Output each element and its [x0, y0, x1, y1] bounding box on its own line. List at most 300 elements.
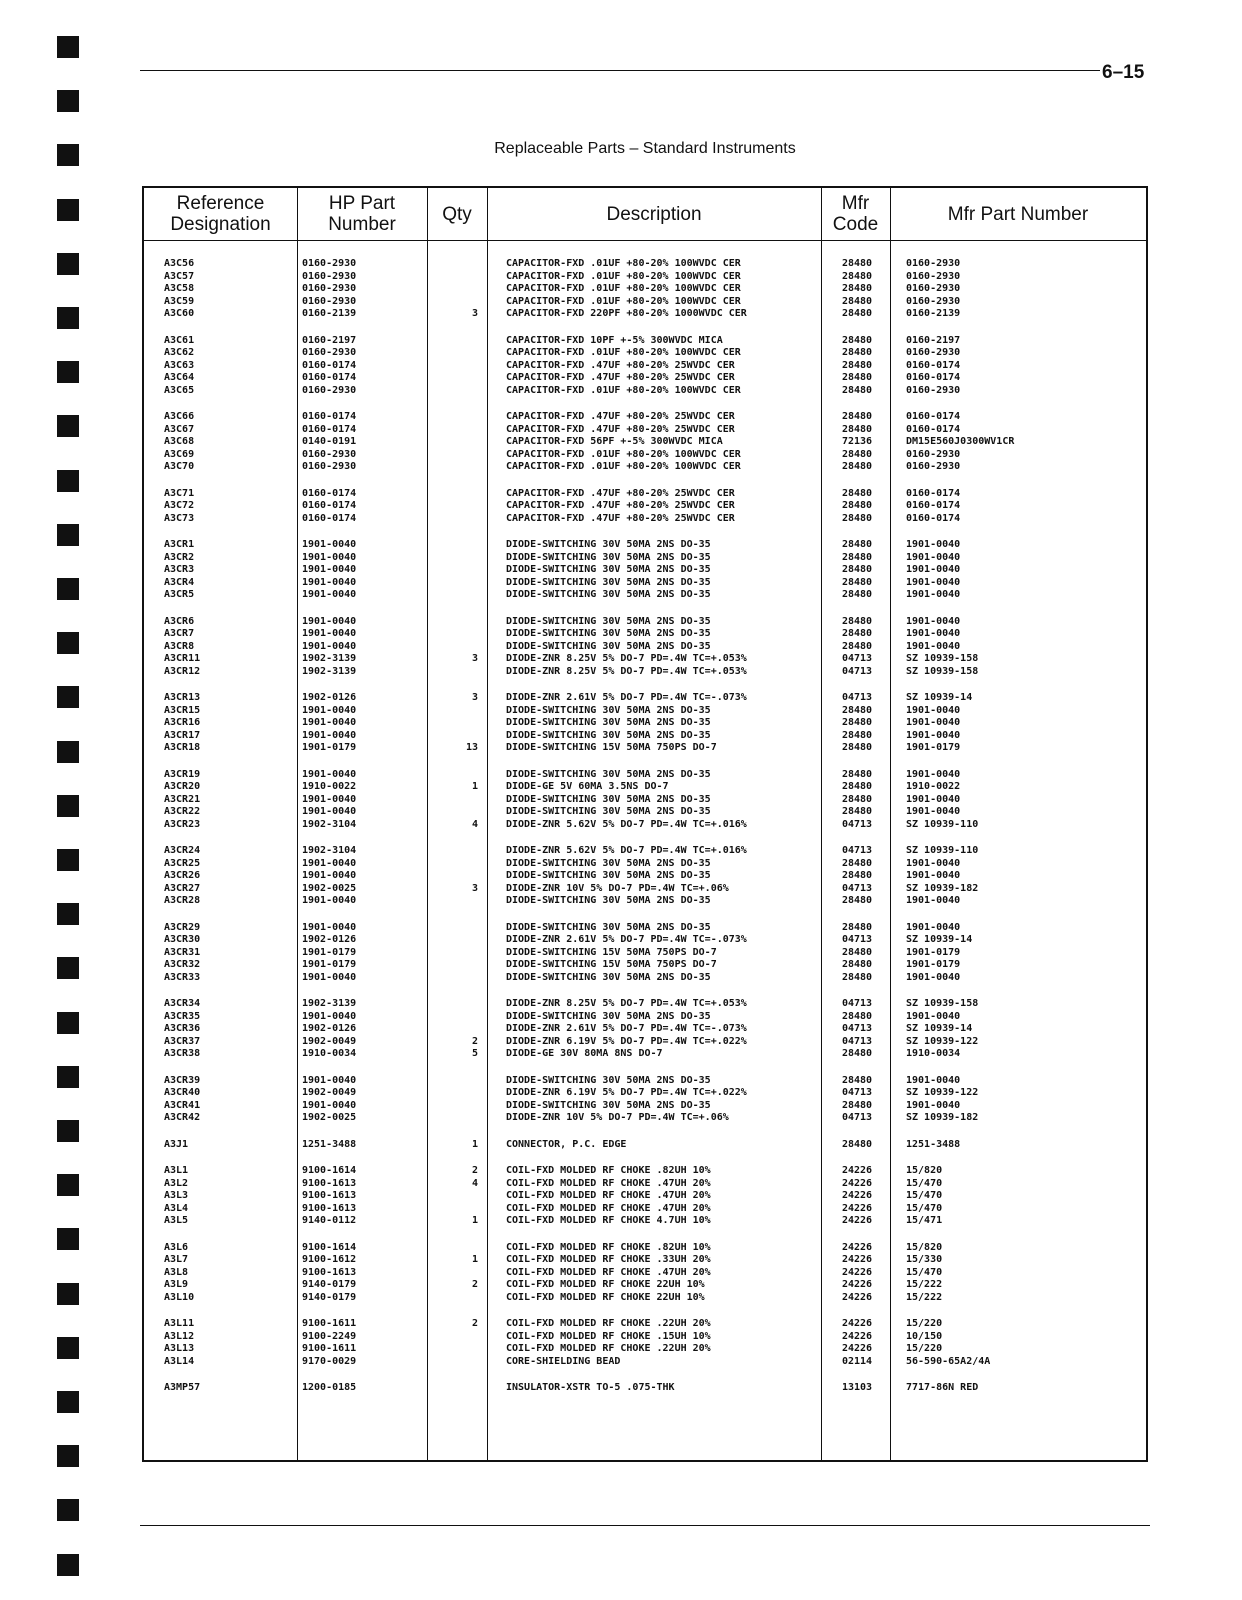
- mfr-part-number-cell: 1901-0040: [906, 628, 961, 639]
- group-spacer: [144, 602, 1146, 616]
- parts-table: [142, 186, 1148, 1462]
- hp-part-number-cell: 0140-0191: [302, 436, 357, 447]
- description-cell: CAPACITOR-FXD .01UF +80-20% 100WVDC CER: [506, 295, 741, 307]
- description-cell: COIL-FXD MOLDED RF CHOKE .82UH 10%: [506, 1165, 711, 1176]
- mfr-part-number-cell: 1901-0040: [906, 793, 961, 805]
- hp-part-number-cell: 1901-0040: [302, 921, 357, 933]
- ref-designation-cell: A3C56: [164, 258, 195, 269]
- ref-designation-cell: A3CR41: [164, 1099, 201, 1111]
- description-cell: DIODE-SWITCHING 30V 50MA 2NS DO-35: [506, 576, 711, 588]
- description-cell: CAPACITOR-FXD 220PF +80-20% 1000WVDC CER: [506, 308, 747, 319]
- table-row: [144, 1165, 1146, 1178]
- ref-designation-cell: A3L13: [164, 1343, 195, 1354]
- ref-designation-cell: A3CR26: [164, 870, 201, 881]
- mfr-part-number-cell: 15/220: [906, 1318, 943, 1329]
- header-divider: [144, 240, 1146, 241]
- ref-designation-cell: A3L8: [164, 1266, 189, 1278]
- header-rule: [140, 70, 1100, 71]
- table-row: [144, 959, 1146, 972]
- hp-part-number-cell: 0160-2930: [302, 295, 357, 307]
- mfr-part-number-cell: 0160-2197: [906, 334, 961, 346]
- hp-part-number-cell: 1901-0179: [302, 959, 357, 970]
- mfr-code-cell: 24226: [841, 1241, 873, 1253]
- description-cell: CAPACITOR-FXD .01UF +80-20% 100WVDC CER: [506, 461, 741, 472]
- mfr-code-cell: 28480: [841, 793, 873, 805]
- description-cell: DIODE-SWITCHING 30V 50MA 2NS DO-35: [506, 806, 711, 817]
- binding-mark: [57, 90, 79, 112]
- hp-part-number-cell: 0160-0174: [302, 359, 357, 371]
- group-spacer: [144, 755, 1146, 769]
- mfr-code-cell: 28480: [841, 628, 873, 639]
- description-cell: COIL-FXD MOLDED RF CHOKE .15UH 10%: [506, 1330, 711, 1342]
- ref-designation-cell: A3CR27: [164, 882, 201, 894]
- mfr-code-cell: 28480: [841, 461, 873, 472]
- mfr-part-number-cell: 0160-0174: [906, 372, 961, 383]
- table-row: [144, 616, 1146, 629]
- mfr-part-number-cell: 0160-2930: [906, 384, 961, 396]
- table-row: [144, 653, 1146, 666]
- mfr-code-cell: 28480: [841, 857, 873, 869]
- hp-part-number-cell: 1902-0126: [302, 934, 357, 945]
- mfr-code-cell: 24226: [841, 1254, 873, 1265]
- mfr-code-cell: 28480: [841, 512, 873, 524]
- mfr-code-cell: 28480: [841, 1048, 873, 1059]
- hp-part-number-cell: 0160-2930: [302, 270, 357, 282]
- ref-designation-cell: A3L5: [164, 1215, 189, 1226]
- table-row: [144, 1203, 1146, 1216]
- hp-part-number-cell: 1901-0040: [302, 640, 357, 652]
- qty-cell: 5: [471, 1048, 478, 1059]
- description-cell: CAPACITOR-FXD 10PF +-5% 300WVDC MICA: [506, 334, 723, 346]
- description-cell: COIL-FXD MOLDED RF CHOKE .22UH 20%: [506, 1318, 711, 1329]
- hp-part-number-cell: 1902-3104: [302, 818, 357, 830]
- mfr-code-cell: 24226: [841, 1291, 873, 1303]
- header-mfr-code: Mfr Code: [832, 193, 879, 235]
- table-row: [144, 1356, 1146, 1369]
- table-row: [144, 335, 1146, 348]
- qty-cell: 3: [471, 308, 478, 319]
- table-row: [144, 717, 1146, 730]
- mfr-code-cell: 28480: [841, 551, 873, 563]
- table-row: [144, 998, 1146, 1011]
- ref-designation-cell: A3L6: [164, 1241, 189, 1253]
- ref-designation-cell: A3CR34: [164, 998, 201, 1009]
- hp-part-number-cell: 1901-0040: [302, 793, 357, 805]
- table-row: [144, 539, 1146, 552]
- mfr-code-cell: 28480: [841, 959, 873, 970]
- table-row: [144, 922, 1146, 935]
- hp-part-number-cell: 1901-0040: [302, 870, 357, 881]
- mfr-part-number-cell: 15/222: [906, 1291, 943, 1303]
- description-cell: DIODE-ZNR 8.25V 5% DO-7 PD=.4W TC=+.053%: [506, 665, 747, 677]
- mfr-part-number-cell: SZ 10939-110: [906, 818, 979, 830]
- mfr-part-number-cell: 1901-0040: [906, 640, 961, 652]
- mfr-code-cell: 24226: [841, 1165, 873, 1176]
- table-row: [144, 794, 1146, 807]
- mfr-part-number-cell: 0160-0174: [906, 487, 961, 499]
- mfr-part-number-cell: 15/470: [906, 1177, 943, 1189]
- table-row: [144, 488, 1146, 501]
- ref-designation-cell: A3CR16: [164, 717, 201, 728]
- ref-designation-cell: A3CR19: [164, 768, 201, 780]
- table-row: [144, 1343, 1146, 1356]
- ref-designation-cell: A3L11: [164, 1318, 195, 1329]
- hp-part-number-cell: 9100-1613: [302, 1190, 357, 1201]
- mfr-code-cell: 04713: [841, 998, 873, 1009]
- hp-part-number-cell: 0160-0174: [302, 512, 357, 524]
- qty-cell: 2: [471, 1318, 478, 1329]
- hp-part-number-cell: 9140-0112: [302, 1215, 357, 1226]
- qty-cell: 1: [471, 781, 478, 792]
- mfr-code-cell: 24226: [841, 1343, 873, 1354]
- hp-part-number-cell: 9100-1612: [302, 1254, 357, 1265]
- qty-cell: 4: [471, 818, 478, 830]
- description-cell: DIODE-SWITCHING 30V 50MA 2NS DO-35: [506, 971, 711, 983]
- mfr-part-number-cell: 1910-0034: [906, 1048, 961, 1059]
- mfr-part-number-cell: SZ 10939-182: [906, 882, 979, 894]
- group-spacer: [144, 1151, 1146, 1165]
- mfr-part-number-cell: 1901-0040: [906, 717, 961, 728]
- header-mfr-part-number: Mfr Part Number: [947, 203, 1089, 225]
- mfr-part-number-cell: SZ 10939-158: [906, 665, 979, 677]
- description-cell: DIODE-SWITCHING 30V 50MA 2NS DO-35: [506, 717, 711, 728]
- binding-mark: [57, 144, 79, 166]
- ref-designation-cell: A3CR40: [164, 1087, 201, 1098]
- mfr-part-number-cell: 0160-0174: [906, 359, 961, 371]
- ref-designation-cell: A3C60: [164, 308, 195, 319]
- description-cell: DIODE-ZNR 5.62V 5% DO-7 PD=.4W TC=+.016%: [506, 845, 747, 856]
- mfr-part-number-cell: 0160-2930: [906, 295, 961, 307]
- ref-designation-cell: A3C63: [164, 359, 195, 371]
- binding-mark: [57, 1499, 79, 1521]
- description-cell: DIODE-SWITCHING 30V 50MA 2NS DO-35: [506, 539, 711, 550]
- page-number: 6–15: [1102, 62, 1145, 83]
- table-row: [144, 1075, 1146, 1088]
- mfr-part-number-cell: 1251-3488: [906, 1138, 961, 1150]
- mfr-part-number-cell: 1901-0040: [906, 1099, 961, 1111]
- hp-part-number-cell: 0160-0174: [302, 487, 357, 499]
- mfr-part-number-cell: 56-590-65A2/4A: [906, 1355, 991, 1367]
- mfr-part-number-cell: SZ 10939-182: [906, 1112, 979, 1123]
- table-row: [144, 972, 1146, 985]
- description-cell: CAPACITOR-FXD .47UF +80-20% 25WVDC CER: [506, 372, 735, 383]
- mfr-code-cell: 24226: [841, 1330, 873, 1342]
- mfr-part-number-cell: 1901-0040: [906, 564, 961, 575]
- ref-designation-cell: A3L3: [164, 1190, 189, 1201]
- table-row: [144, 271, 1146, 284]
- ref-designation-cell: A3L1: [164, 1165, 189, 1176]
- mfr-part-number-cell: 1901-0040: [906, 704, 961, 716]
- ref-designation-cell: A3L7: [164, 1254, 189, 1265]
- hp-part-number-cell: 9100-1614: [302, 1241, 357, 1253]
- description-cell: DIODE-ZNR 6.19V 5% DO-7 PD=.4W TC=+.022%: [506, 1087, 747, 1098]
- ref-designation-cell: A3CR31: [164, 946, 201, 958]
- description-cell: DIODE-SWITCHING 30V 50MA 2NS DO-35: [506, 1099, 711, 1111]
- table-row: [144, 1139, 1146, 1152]
- description-cell: CAPACITOR-FXD .47UF +80-20% 25WVDC CER: [506, 512, 735, 524]
- ref-designation-cell: A3CR32: [164, 959, 201, 970]
- mfr-code-cell: 28480: [841, 615, 873, 627]
- table-row: [144, 500, 1146, 513]
- table-row: [144, 1254, 1146, 1267]
- hp-part-number-cell: 9100-1614: [302, 1165, 357, 1176]
- binding-mark: [57, 307, 79, 329]
- group-spacer: [144, 984, 1146, 998]
- hp-part-number-cell: 1901-0040: [302, 1010, 357, 1022]
- mfr-part-number-cell: DM15E560J0300WV1CR: [906, 436, 1015, 447]
- group-spacer: [144, 397, 1146, 411]
- mfr-code-cell: 28480: [841, 347, 873, 358]
- mfr-code-cell: 28480: [841, 334, 873, 346]
- mfr-code-cell: 24226: [841, 1202, 873, 1214]
- ref-designation-cell: A3CR15: [164, 704, 201, 716]
- ref-designation-cell: A3L2: [164, 1177, 189, 1189]
- mfr-code-cell: 28480: [841, 258, 873, 269]
- binding-mark: [57, 470, 79, 492]
- hp-part-number-cell: 1902-3139: [302, 665, 357, 677]
- mfr-part-number-cell: 1901-0040: [906, 589, 961, 600]
- binding-mark: [57, 578, 79, 600]
- group-spacer: [144, 908, 1146, 922]
- binding-mark: [57, 361, 79, 383]
- description-cell: DIODE-ZNR 8.25V 5% DO-7 PD=.4W TC=+.053%: [506, 998, 747, 1009]
- hp-part-number-cell: 1901-0040: [302, 1074, 357, 1086]
- ref-designation-cell: A3C57: [164, 270, 195, 282]
- mfr-code-cell: 28480: [841, 870, 873, 881]
- qty-cell: 1: [471, 1138, 478, 1150]
- ref-designation-cell: A3L12: [164, 1330, 195, 1342]
- mfr-code-cell: 28480: [841, 589, 873, 600]
- table-row: [144, 372, 1146, 385]
- binding-mark: [57, 1066, 79, 1088]
- description-cell: CAPACITOR-FXD .47UF +80-20% 25WVDC CER: [506, 500, 735, 511]
- table-row: [144, 552, 1146, 565]
- ref-designation-cell: A3L10: [164, 1291, 195, 1303]
- description-cell: CAPACITOR-FXD .47UF +80-20% 25WVDC CER: [506, 423, 735, 435]
- description-cell: DIODE-SWITCHING 15V 50MA 750PS DO-7: [506, 959, 717, 970]
- description-cell: DIODE-SWITCHING 30V 50MA 2NS DO-35: [506, 921, 711, 933]
- ref-designation-cell: A3CR17: [164, 729, 201, 741]
- description-cell: DIODE-SWITCHING 30V 50MA 2NS DO-35: [506, 1010, 711, 1022]
- table-row: [144, 1112, 1146, 1125]
- mfr-part-number-cell: 1901-0040: [906, 539, 961, 550]
- description-cell: DIODE-ZNR 10V 5% DO-7 PD=.4W TC=+.06%: [506, 1112, 729, 1123]
- table-row: [144, 424, 1146, 437]
- hp-part-number-cell: 9100-1611: [302, 1343, 357, 1354]
- mfr-code-cell: 28480: [841, 487, 873, 499]
- mfr-part-number-cell: SZ 10939-14: [906, 692, 973, 703]
- description-cell: DIODE-SWITCHING 30V 50MA 2NS DO-35: [506, 895, 711, 906]
- mfr-part-number-cell: 1901-0179: [906, 959, 961, 970]
- qty-cell: 1: [471, 1254, 478, 1265]
- ref-designation-cell: A3CR3: [164, 564, 195, 575]
- mfr-code-cell: 24226: [841, 1318, 873, 1329]
- ref-designation-cell: A3CR35: [164, 1010, 201, 1022]
- mfr-code-cell: 13103: [841, 1382, 873, 1393]
- binding-mark: [57, 795, 79, 817]
- mfr-part-number-cell: 0160-2930: [906, 270, 961, 282]
- table-row: [144, 819, 1146, 832]
- mfr-code-cell: 28480: [841, 270, 873, 282]
- mfr-part-number-cell: 0160-2930: [906, 347, 961, 358]
- description-cell: CAPACITOR-FXD .47UF +80-20% 25WVDC CER: [506, 487, 735, 499]
- description-cell: CAPACITOR-FXD 56PF +-5% 300WVDC MICA: [506, 436, 723, 447]
- mfr-part-number-cell: SZ 10939-14: [906, 1023, 973, 1034]
- hp-part-number-cell: 0160-0174: [302, 411, 357, 422]
- mfr-code-cell: 28480: [841, 539, 873, 550]
- binding-mark: [57, 36, 79, 58]
- mfr-part-number-cell: SZ 10939-122: [906, 1087, 979, 1098]
- ref-designation-cell: A3C65: [164, 384, 195, 396]
- binding-mark: [57, 1228, 79, 1250]
- table-row: [144, 895, 1146, 908]
- qty-cell: 3: [471, 882, 478, 894]
- hp-part-number-cell: 0160-2930: [302, 347, 357, 358]
- table-row: [144, 641, 1146, 654]
- table-row: [144, 883, 1146, 896]
- hp-part-number-cell: 1901-0040: [302, 729, 357, 741]
- ref-designation-cell: A3CR1: [164, 539, 195, 550]
- description-cell: DIODE-SWITCHING 30V 50MA 2NS DO-35: [506, 589, 711, 600]
- hp-part-number-cell: 0160-2930: [302, 283, 357, 294]
- ref-designation-cell: A3CR36: [164, 1023, 201, 1034]
- hp-part-number-cell: 0160-2139: [302, 308, 357, 319]
- hp-part-number-cell: 1901-0040: [302, 628, 357, 639]
- ref-designation-cell: A3CR21: [164, 793, 201, 805]
- table-row: [144, 1382, 1146, 1395]
- hp-part-number-cell: 1251-3488: [302, 1138, 357, 1150]
- hp-part-number-cell: 0160-0174: [302, 372, 357, 383]
- hp-part-number-cell: 0160-2930: [302, 448, 357, 460]
- ref-designation-cell: A3L4: [164, 1202, 189, 1214]
- mfr-part-number-cell: 1901-0040: [906, 768, 961, 780]
- table-row: [144, 705, 1146, 718]
- mfr-part-number-cell: 1901-0040: [906, 895, 961, 906]
- ref-designation-cell: A3CR2: [164, 551, 195, 563]
- mfr-part-number-cell: 15/470: [906, 1190, 943, 1201]
- description-cell: DIODE-ZNR 2.61V 5% DO-7 PD=.4W TC=-.073%: [506, 934, 747, 945]
- ref-designation-cell: A3MP57: [164, 1382, 201, 1393]
- binding-mark: [57, 253, 79, 275]
- ref-designation-cell: A3C72: [164, 500, 195, 511]
- group-spacer: [144, 1228, 1146, 1242]
- table-row: [144, 1087, 1146, 1100]
- binding-mark: [57, 957, 79, 979]
- hp-part-number-cell: 0160-2197: [302, 334, 357, 346]
- ref-designation-cell: A3C58: [164, 283, 195, 294]
- table-row: [144, 1242, 1146, 1255]
- hp-part-number-cell: 1901-0040: [302, 551, 357, 563]
- mfr-code-cell: 24226: [841, 1215, 873, 1226]
- table-row: [144, 1100, 1146, 1113]
- qty-cell: 3: [471, 692, 478, 703]
- table-row: [144, 296, 1146, 309]
- ref-designation-cell: A3CR7: [164, 628, 195, 639]
- mfr-part-number-cell: 0160-2930: [906, 461, 961, 472]
- mfr-code-cell: 28480: [841, 423, 873, 435]
- mfr-part-number-cell: 1901-0040: [906, 729, 961, 741]
- hp-part-number-cell: 1901-0040: [302, 615, 357, 627]
- mfr-part-number-cell: 0160-0174: [906, 411, 961, 422]
- ref-designation-cell: A3CR25: [164, 857, 201, 869]
- hp-part-number-cell: 1901-0040: [302, 576, 357, 588]
- mfr-code-cell: 28480: [841, 295, 873, 307]
- description-cell: COIL-FXD MOLDED RF CHOKE .47UH 20%: [506, 1266, 711, 1278]
- table-row: [144, 742, 1146, 755]
- description-cell: CAPACITOR-FXD .01UF +80-20% 100WVDC CER: [506, 258, 741, 269]
- ref-designation-cell: A3CR29: [164, 921, 201, 933]
- description-cell: CAPACITOR-FXD .47UF +80-20% 25WVDC CER: [506, 411, 735, 422]
- table-row: [144, 1215, 1146, 1228]
- mfr-part-number-cell: 15/820: [906, 1241, 943, 1253]
- hp-part-number-cell: 1901-0040: [302, 589, 357, 600]
- mfr-part-number-cell: 15/470: [906, 1266, 943, 1278]
- hp-part-number-cell: 9100-2249: [302, 1330, 357, 1342]
- binding-mark: [57, 741, 79, 763]
- mfr-code-cell: 28480: [841, 640, 873, 652]
- hp-part-number-cell: 9140-0179: [302, 1279, 357, 1290]
- group-spacer: [144, 831, 1146, 845]
- description-cell: DIODE-SWITCHING 30V 50MA 2NS DO-35: [506, 793, 711, 805]
- mfr-part-number-cell: 15/220: [906, 1343, 943, 1354]
- mfr-code-cell: 28480: [841, 971, 873, 983]
- description-cell: COIL-FXD MOLDED RF CHOKE .47UH 20%: [506, 1190, 711, 1201]
- hp-part-number-cell: 1902-3139: [302, 998, 357, 1009]
- mfr-code-cell: 28480: [841, 768, 873, 780]
- mfr-code-cell: 28480: [841, 742, 873, 753]
- hp-part-number-cell: 1902-0126: [302, 692, 357, 703]
- qty-cell: 3: [471, 653, 478, 664]
- ref-designation-cell: A3C71: [164, 487, 195, 499]
- mfr-code-cell: 28480: [841, 384, 873, 396]
- hp-part-number-cell: 9170-0029: [302, 1355, 357, 1367]
- mfr-part-number-cell: 1901-0040: [906, 857, 961, 869]
- description-cell: DIODE-SWITCHING 30V 50MA 2NS DO-35: [506, 1074, 711, 1086]
- mfr-code-cell: 28480: [841, 806, 873, 817]
- ref-designation-cell: A3CR13: [164, 692, 201, 703]
- hp-part-number-cell: 1901-0040: [302, 717, 357, 728]
- table-row: [144, 589, 1146, 602]
- mfr-code-cell: 04713: [841, 934, 873, 945]
- ref-designation-cell: A3CR39: [164, 1074, 201, 1086]
- qty-cell: 4: [471, 1177, 478, 1189]
- mfr-part-number-cell: 0160-0174: [906, 500, 961, 511]
- description-cell: INSULATOR-XSTR TO-5 .075-THK: [506, 1382, 675, 1393]
- hp-part-number-cell: 0160-2930: [302, 384, 357, 396]
- group-spacer: [144, 321, 1146, 335]
- binding-marks: [57, 36, 81, 1576]
- footer-rule: [140, 1525, 1150, 1526]
- ref-designation-cell: A3CR22: [164, 806, 201, 817]
- hp-part-number-cell: 9100-1611: [302, 1318, 357, 1329]
- mfr-part-number-cell: 1901-0179: [906, 742, 961, 753]
- description-cell: DIODE-ZNR 2.61V 5% DO-7 PD=.4W TC=-.073%: [506, 692, 747, 703]
- group-spacer: [144, 525, 1146, 539]
- table-row: [144, 1292, 1146, 1305]
- description-cell: DIODE-SWITCHING 30V 50MA 2NS DO-35: [506, 564, 711, 575]
- mfr-code-cell: 04713: [841, 1035, 873, 1047]
- description-cell: DIODE-SWITCHING 30V 50MA 2NS DO-35: [506, 704, 711, 716]
- description-cell: COIL-FXD MOLDED RF CHOKE .47UH 20%: [506, 1177, 711, 1189]
- binding-mark: [57, 1120, 79, 1142]
- group-spacer: [144, 1304, 1146, 1318]
- mfr-part-number-cell: 0160-2930: [906, 448, 961, 460]
- description-cell: DIODE-SWITCHING 15V 50MA 750PS DO-7: [506, 946, 717, 958]
- binding-mark: [57, 1554, 79, 1576]
- table-row: [144, 769, 1146, 782]
- table-row: [144, 1331, 1146, 1344]
- table-row: [144, 513, 1146, 526]
